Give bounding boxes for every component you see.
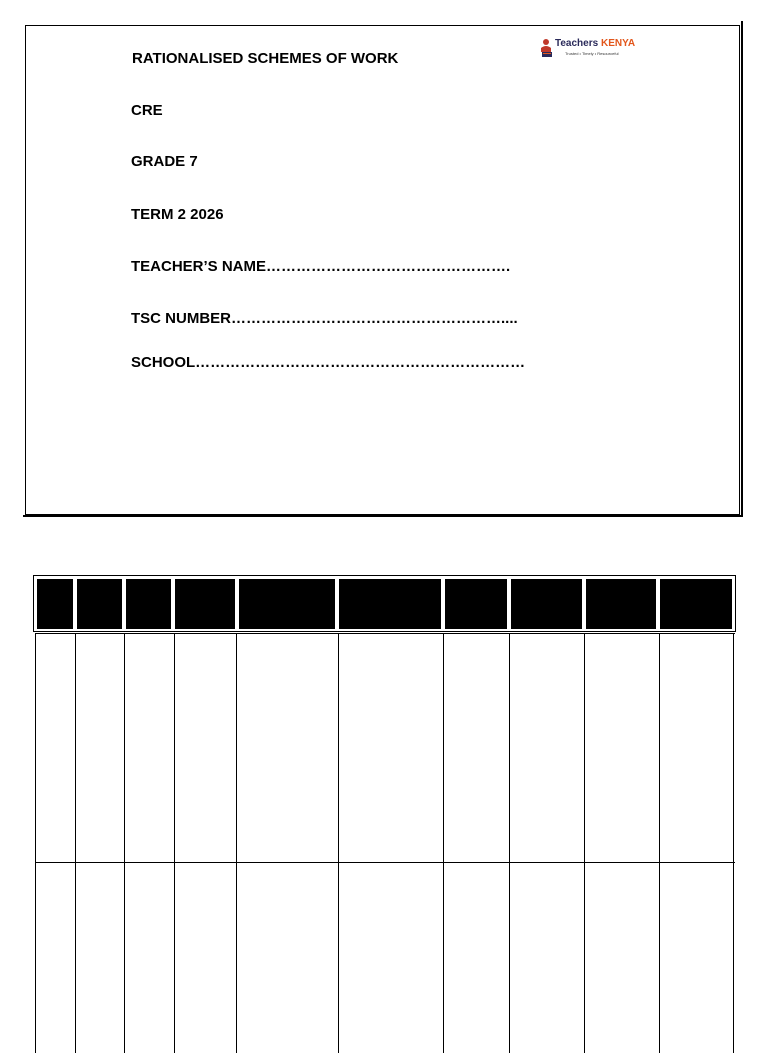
teachers-kenya-logo [540,37,650,61]
table-header-cell [239,579,335,629]
logo-tagline: Trusted • Timely • Resourceful [565,51,619,56]
table-header-cell [586,579,656,629]
cover-teacher-name-field: TEACHER’S NAME…………………………………………. [131,258,511,275]
table-header-cell [37,579,73,629]
logo-wordmark [555,38,635,49]
table-header-cell [511,579,582,629]
table-header-cell [660,579,732,629]
cover-grade: GRADE 7 [131,153,198,170]
table-column-divider [124,633,125,1053]
table-body [35,633,735,1053]
table-header-cell [77,579,122,629]
table-column-divider [174,633,175,1053]
table-row-divider [35,862,735,863]
cover-tsc-number-field: TSC NUMBER……………………………………………….... [131,310,518,327]
table-header-cell [175,579,235,629]
scheme-table [33,575,736,1035]
table-column-divider [35,633,36,1053]
logo-word-kenya: KENYA [600,38,636,49]
table-header-bottom-border [35,631,735,632]
table-column-divider [75,633,76,1053]
cover-school-field: SCHOOL………………………………………………………… [131,354,526,371]
table-row-divider [35,633,735,634]
table-header-cell [339,579,441,629]
cover-term: TERM 2 2026 [131,206,224,223]
cover-subject: CRE [131,102,163,119]
table-column-divider [584,633,585,1053]
teacher-figure-icon [540,38,554,58]
table-column-divider [659,633,660,1053]
table-column-divider [338,633,339,1053]
table-column-divider [733,633,734,1053]
table-column-divider [443,633,444,1053]
cover-title: RATIONALISED SCHEMES OF WORK [132,50,399,67]
table-column-divider [509,633,510,1053]
logo-word-teachers: Teachers [555,38,599,49]
table-header-cell [445,579,507,629]
table-header-cell [126,579,171,629]
table-column-divider [236,633,237,1053]
